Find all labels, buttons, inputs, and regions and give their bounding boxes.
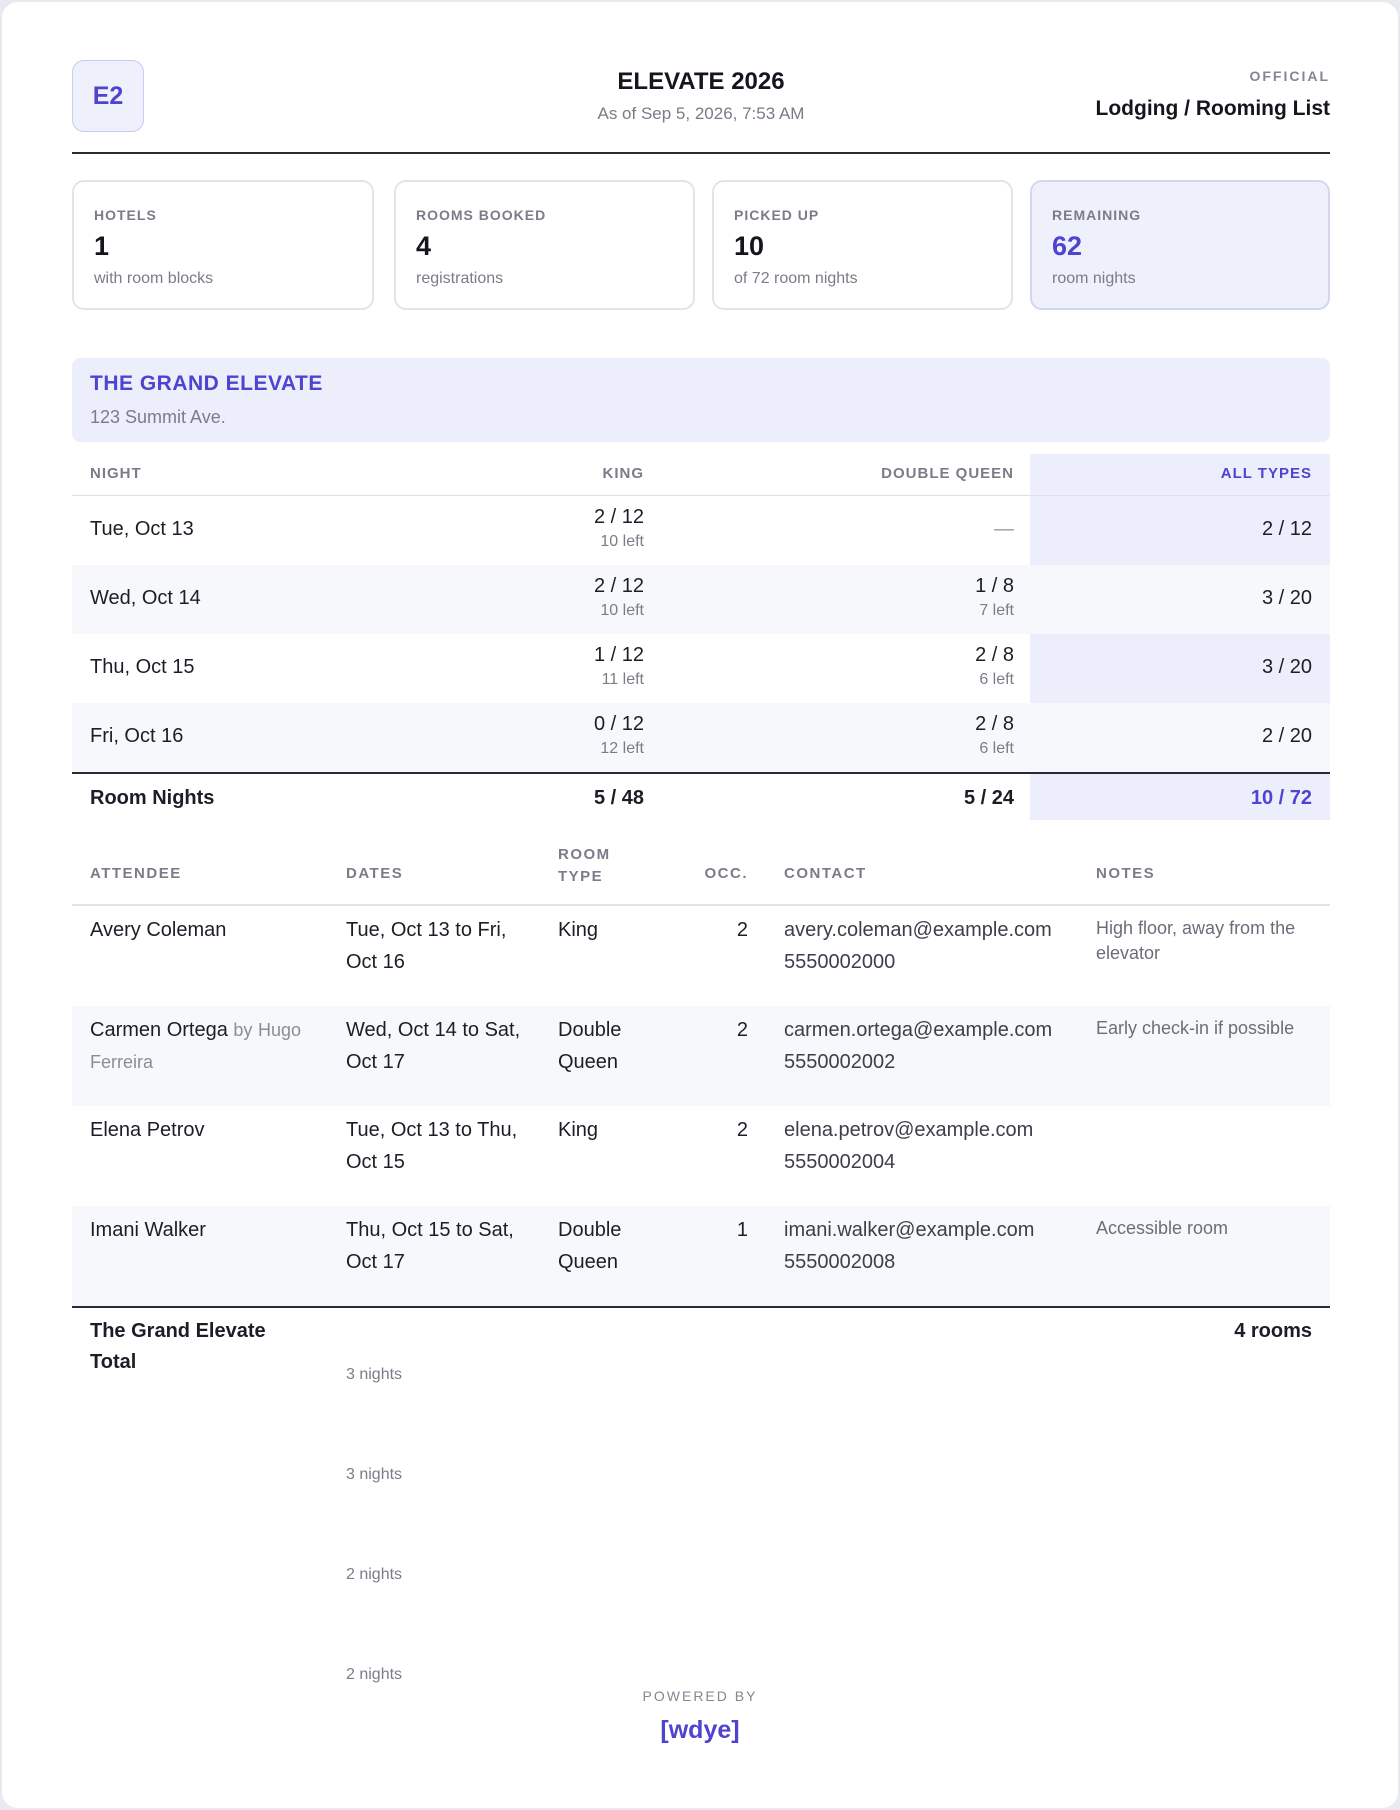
table-header-row: [72, 840, 1330, 906]
document-header: [72, 2, 1330, 154]
official-badge: OFFICIAL: [1249, 68, 1330, 84]
stat-card-picked-up: [712, 180, 1013, 310]
stat-label: REMAINING: [1052, 207, 1142, 223]
hotel-header: [72, 358, 1330, 442]
attendee-name: Elena Petrov: [90, 1119, 205, 1141]
stat-card-remaining: [1030, 180, 1330, 310]
column-header-notes: NOTES: [1096, 865, 1156, 882]
double-queen-count: 1 / 8: [975, 575, 1014, 597]
double-queen-count: 2 / 8: [975, 713, 1014, 735]
occupancy: 2: [736, 1019, 748, 1041]
attendee-name: Imani Walker: [90, 1219, 206, 1241]
double-queen-cell: —: [994, 518, 1014, 540]
room-type: King: [558, 919, 599, 941]
total-all-types: 10 / 72: [1250, 787, 1312, 809]
stat-subtext: of 72 room nights: [734, 270, 858, 287]
booked-by-name: Hugo Ferreira: [90, 1020, 302, 1072]
column-header-attendee: ATTENDEE: [90, 865, 182, 882]
room-type-header-line2: TYPE: [558, 868, 604, 885]
as-of-timestamp: As of Sep 5, 2026, 7:53 AM: [597, 104, 805, 123]
powered-by-label: POWERED BY: [642, 1688, 758, 1704]
king-cell: [594, 713, 644, 758]
stat-card-rooms-booked: [394, 180, 695, 310]
date-range: Thu, Oct 15 to Sat, Oct 17: [346, 1219, 514, 1273]
contact: [784, 1014, 1084, 1078]
room-type: Double Queen: [558, 1019, 622, 1073]
occupancy: 2: [736, 1119, 748, 1141]
column-header-double-queen: DOUBLE QUEEN: [881, 465, 1014, 482]
night-count: 2 nights: [346, 1666, 403, 1683]
king-left: 11 left: [601, 671, 644, 688]
stat-label: ROOMS BOOKED: [416, 207, 547, 223]
attendee-name-cell: [90, 1014, 330, 1078]
brand-logo: [wdye]: [660, 1716, 740, 1744]
notes: Accessible room: [1096, 1218, 1229, 1238]
double-queen-count: 2 / 8: [975, 644, 1014, 666]
hotel-name: THE GRAND ELEVATE: [90, 372, 323, 395]
attendee-name: Carmen Ortega: [90, 1019, 228, 1041]
document-title: Lodging / Rooming List: [1095, 97, 1330, 120]
table-row: [72, 565, 1330, 634]
page-footer: [2, 1688, 1398, 1745]
double-queen-left: 6 left: [979, 740, 1014, 757]
all-types-cell: 3 / 20: [1261, 656, 1312, 678]
stat-value: 10: [734, 231, 765, 261]
stat-subtext: room nights: [1052, 270, 1136, 287]
table-row: [72, 496, 1330, 565]
double-queen-cell: [975, 644, 1014, 689]
table-row: [72, 703, 1330, 772]
page-sheet: [2, 2, 1398, 1808]
hotel-total-label: The Grand Elevate Total: [90, 1320, 266, 1373]
king-count: 0 / 12: [593, 713, 644, 735]
contact-phone: 5550002008: [784, 1251, 896, 1273]
room-nights-table: [72, 454, 1330, 820]
king-cell: [594, 575, 644, 620]
night-count: 3 nights: [346, 1466, 403, 1483]
total-double-queen: 5 / 24: [963, 787, 1014, 809]
table-header-row: [72, 454, 1330, 496]
contact-phone: 5550002002: [784, 1051, 896, 1073]
king-cell: [594, 506, 644, 551]
night-cell: Thu, Oct 15: [90, 656, 195, 678]
hotel-total-value: 4 rooms: [1234, 1320, 1312, 1342]
occupancy: 1: [736, 1219, 748, 1241]
king-left: 10 left: [600, 602, 644, 619]
stat-value: 1: [94, 231, 110, 261]
contact: [784, 1214, 1084, 1278]
table-total-row: [72, 772, 1330, 820]
contact-phone: 5550002000: [784, 951, 896, 973]
notes: High floor, away from the elevator: [1096, 918, 1296, 963]
event-title: ELEVATE 2026: [617, 68, 785, 95]
column-header-king: KING: [602, 465, 644, 482]
stat-subtext: registrations: [416, 270, 504, 287]
double-queen-left: 6 left: [979, 671, 1014, 688]
contact-email: imani.walker@example.com: [784, 1219, 1035, 1241]
king-cell: [594, 644, 644, 689]
room-type: King: [558, 1119, 599, 1141]
date-range: Wed, Oct 14 to Sat, Oct 17: [346, 1019, 521, 1073]
document-type: [1096, 68, 1330, 121]
table-row: [72, 634, 1330, 703]
date-range: Tue, Oct 13 to Fri, Oct 16: [346, 919, 507, 973]
column-header-all-types: ALL TYPES: [1220, 465, 1312, 482]
night-count: 2 nights: [346, 1566, 403, 1583]
occupancy: 2: [736, 919, 748, 941]
night-cell: Fri, Oct 16: [90, 725, 184, 747]
all-types-cell: 2 / 20: [1261, 725, 1312, 747]
double-queen-cell: [975, 713, 1014, 758]
contact-email: elena.petrov@example.com: [784, 1119, 1034, 1141]
stat-label: HOTELS: [94, 207, 157, 223]
king-count: 1 / 12: [593, 644, 644, 666]
total-king: 5 / 48: [593, 787, 644, 809]
contact-email: avery.coleman@example.com: [784, 919, 1052, 941]
king-left: 10 left: [600, 533, 644, 550]
date-range: Tue, Oct 13 to Thu, Oct 15: [346, 1119, 518, 1173]
contact: [784, 1114, 1084, 1178]
contact: [784, 914, 1084, 978]
stat-value: 4: [416, 231, 432, 261]
column-header-contact: CONTACT: [784, 865, 867, 882]
double-queen-left: 7 left: [979, 602, 1014, 619]
column-header-occupancy: OCC.: [704, 865, 748, 882]
stat-label: PICKED UP: [734, 207, 820, 223]
room-type: Double Queen: [558, 1219, 622, 1273]
contact-email: carmen.ortega@example.com: [784, 1019, 1053, 1041]
page-content: [72, 2, 1330, 1683]
booked-by-label: by: [233, 1020, 253, 1040]
all-types-cell: 3 / 20: [1261, 587, 1312, 609]
king-count: 2 / 12: [593, 575, 644, 597]
notes: Early check-in if possible: [1096, 1018, 1295, 1038]
night-cell: Tue, Oct 13: [90, 518, 194, 540]
stat-card-hotels: [72, 180, 374, 310]
column-header-dates: DATES: [346, 865, 404, 882]
king-left: 12 left: [600, 740, 644, 757]
stat-subtext: with room blocks: [94, 270, 214, 287]
column-header-room-type: [558, 844, 611, 888]
hotel-total-row: [72, 1306, 1330, 1376]
total-label: Room Nights: [90, 787, 215, 809]
event-logo: E2: [72, 60, 144, 132]
hotel-address: 123 Summit Ave.: [90, 407, 226, 427]
night-cell: Wed, Oct 14: [90, 587, 201, 609]
summary-stats: [72, 180, 1330, 310]
attendee-name: Avery Coleman: [90, 919, 227, 941]
night-count: 3 nights: [346, 1366, 403, 1383]
contact-phone: 5550002004: [784, 1151, 896, 1173]
column-header-night: NIGHT: [90, 465, 142, 482]
room-type-header-line1: ROOM: [558, 846, 611, 863]
stat-value: 62: [1052, 231, 1083, 261]
king-count: 2 / 12: [593, 506, 644, 528]
all-types-cell: 2 / 12: [1261, 518, 1312, 540]
attendee-table: [72, 840, 1330, 1683]
double-queen-cell: [975, 575, 1014, 620]
